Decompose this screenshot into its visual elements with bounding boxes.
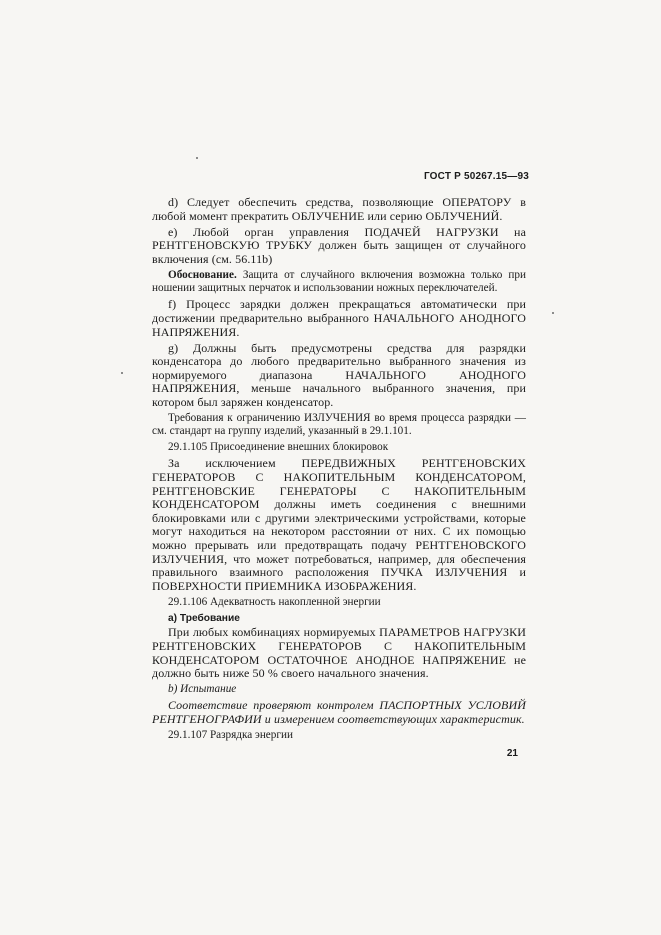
paragraph-d: d) Следует обеспечить средства, позволяющие ОПЕРАТОРУ в любой момент прекратить ОБЛУЧЕНИЕ или серию ОБЛУЧЕНИЙ. [152,195,526,223]
paragraph-e: e) Любой орган управления ПОДАЧЕЙ НАГРУЗКИ на РЕНТГЕНОВСКУЮ ТРУБКУ должен быть защищен от случайного включения (см. 56.11b) [152,224,526,266]
justification-label: Обоснование. [168,268,237,281]
document-body [152,196,526,745]
scan-speck [552,312,554,314]
paragraph-g: g) Должны быть предусмотрены средства для разрядки конденсатора до любого предварительно выбранного значения из нормируемого диапазона НАЧАЛЬНОГО АНОДНОГО НАПРЯЖЕНИЯ, меньше начального выбранного значения, при котором был заряжен конденсатор. [152,340,526,409]
scan-speck [196,157,198,159]
paragraph-29-1-105: За исключением ПЕРЕДВИЖНЫХ РЕНТГЕНОВСКИХ ГЕНЕРАТОРОВ С НАКОПИТЕЛЬНЫМ КОНДЕНСАТОРОМ, РЕНТГЕНОВСКИЕ ГЕНЕРАТОРЫ С НАКОПИТЕЛЬНЫМ КОНДЕНСАТОРОМ должны иметь соединения с внешними блокировками или с другими электрическими устройствами, которые могут находиться на некотором расстоянии от них. С их помощью можно прерывать или предотвращать подачу РЕНТГЕНОВСКОГО ИЗЛУЧЕНИЯ, что может потребоваться, например, для обеспечения правильного взаимного расположения ПУЧКА ИЗЛУЧЕНИЯ и ПОВЕРХНОСТИ ПРИЕМНИКА ИЗОБРАЖЕНИЯ. [152,456,526,593]
section-29-1-106-title: 29.1.106 Адекватность накопленной энергии [168,595,381,608]
page-number: 21 [506,748,518,759]
section-29-1-107-title: 29.1.107 Разрядка энергии [168,728,293,741]
justification-text: Защита от случайного включения возможна только при ношении защитных перчаток и использовании ножных переключателей. [152,268,526,295]
standard-header: ГОСТ Р 50267.15—93 [423,171,529,182]
scan-speck [121,372,123,374]
justification-paragraph [152,269,526,296]
paragraph-radiation-requirements: Требования к ограничению ИЗЛУЧЕНИЯ во время процесса разрядки — см. стандарт на группу изделий, указанный в 29.1.101. [152,411,526,438]
paragraph-test: Соответствие проверяют контролем ПАСПОРТНЫХ УСЛОВИЙ РЕНТГЕНОГРАФИИ и измерением соответствующих характеристик. [152,698,526,726]
requirement-label: a) Требование [168,612,240,624]
test-label: b) Испытание [168,683,237,696]
section-29-1-105-title: 29.1.105 Присоединение внешних блокировок [168,441,389,454]
paragraph-f: f) Процесс зарядки должен прекращаться автоматически при достижении предварительно выбранного НАЧАЛЬНОГО АНОДНОГО НАПРЯЖЕНИЯ. [152,297,526,339]
paragraph-29-1-106: При любых комбинациях нормируемых ПАРАМЕТРОВ НАГРУЗКИ РЕНТГЕНОВСКИХ ГЕНЕРАТОРОВ С НАКОПИТЕЛЬНЫМ КОНДЕНСАТОРОМ ОСТАТОЧНОЕ АНОДНОЕ НАПРЯЖЕНИЕ не должно быть ниже 50 % своего начального значения. [152,625,526,681]
